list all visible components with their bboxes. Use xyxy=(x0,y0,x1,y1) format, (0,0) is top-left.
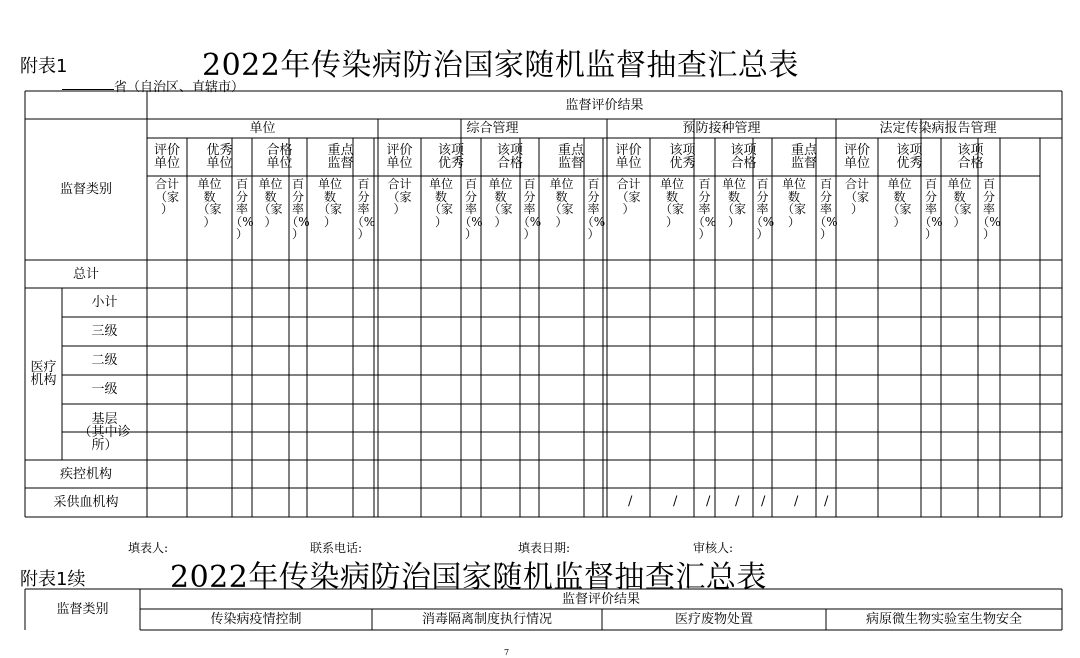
row-subtotal: 小计 xyxy=(91,295,118,310)
filler-label: 填表人: xyxy=(128,541,169,555)
row-level2: 二级 xyxy=(91,353,118,368)
subheader-unit-0: 评价 单位 xyxy=(153,143,180,171)
attachment-label-continued: 附表1续 xyxy=(20,569,86,590)
unit-leaf-pct-0: 百 分 率 （% ） xyxy=(230,177,254,241)
unit-leaf-pct-2: 百 分 率 （% ） xyxy=(351,177,376,241)
subheader-integrated-1: 该项 优秀 xyxy=(437,143,464,171)
row-cdc: 疾控机构 xyxy=(59,466,112,482)
integrated-leaf-pct-0: 百 分 率 （% ） xyxy=(459,177,483,241)
row-header-category: 监督类别 xyxy=(59,182,112,197)
reviewer-label: 审核人: xyxy=(693,541,734,555)
subheader-report-1: 该项 优秀 xyxy=(896,143,923,171)
group-unit: 单位 xyxy=(249,121,276,136)
table2-col-3: 病原微生物实验室生物安全 xyxy=(865,612,1022,627)
integrated-leaf-total: 合计 （家 ） xyxy=(387,177,412,216)
page-title-continued: 2022年传染病防治国家随机监督抽查汇总表 xyxy=(170,560,767,595)
unit-leaf-count-2: 单位 数 （家 ） xyxy=(317,177,342,229)
vaccination-leaf-count-0: 单位 数 （家 ） xyxy=(659,177,684,229)
vaccination-leaf-count-2: 单位 数 （家 ） xyxy=(781,177,806,229)
subheader-vaccination-3: 重点 监督 xyxy=(790,143,817,171)
vaccination-leaf-pct-0: 百 分 率 （% ） xyxy=(692,177,717,241)
page-title: 2022年传染病防治国家随机监督抽查汇总表 xyxy=(202,48,799,83)
subheader-unit-2: 合格 单位 xyxy=(266,143,293,171)
report-leaf-count-1: 单位 数 （家 ） xyxy=(947,177,972,229)
date-label: 填表日期: xyxy=(518,541,571,555)
group-disease-report: 法定传染病报告管理 xyxy=(879,121,997,136)
header-monitoring-results: 监督评价结果 xyxy=(565,97,644,113)
table2-col-0: 传染病疫情控制 xyxy=(210,612,302,627)
report-leaf-count-0: 单位 数 （家 ） xyxy=(887,177,912,229)
na-slash: / xyxy=(824,494,829,509)
group-integrated-mgmt: 综合管理 xyxy=(466,121,519,136)
vaccination-leaf-pct-1: 百 分 率 （% ） xyxy=(750,177,775,241)
unit-leaf-pct-1: 百 分 率 （% ） xyxy=(286,177,310,241)
vaccination-leaf-pct-2: 百 分 率 （% ） xyxy=(814,177,838,241)
report-leaf-pct-1: 百 分 率 （% ） xyxy=(977,177,1001,241)
subheader-report-0: 评价 单位 xyxy=(843,143,870,171)
table2-col-2: 医疗废物处置 xyxy=(674,612,753,627)
report-leaf-pct-0: 百 分 率 （% ） xyxy=(919,177,943,241)
vaccination-leaf-count-1: 单位 数 （家 ） xyxy=(721,177,746,229)
integrated-leaf-pct-1: 百 分 率 （% ） xyxy=(517,177,542,241)
row-total: 总计 xyxy=(72,266,99,282)
integrated-leaf-count-2: 单位 数 （家 ） xyxy=(549,177,574,229)
unit-leaf-count-1: 单位 数 （家 ） xyxy=(258,177,283,229)
row-basic: 基层 （其中诊 所） xyxy=(78,411,131,453)
vaccination-leaf-total: 合计 （家 ） xyxy=(616,177,641,216)
subheader-integrated-2: 该项 合格 xyxy=(496,143,523,171)
group-vaccination-mgmt: 预防接种管理 xyxy=(682,121,761,136)
table2-row-header: 监督类别 xyxy=(56,602,109,617)
province-line: 省（自治区、直辖市） xyxy=(114,80,245,95)
na-slash: / xyxy=(628,494,633,509)
na-slash: / xyxy=(673,494,678,509)
row-group-medical: 医疗 机构 xyxy=(30,360,57,388)
row-blood: 采供血机构 xyxy=(53,495,119,510)
subheader-vaccination-1: 该项 优秀 xyxy=(669,143,696,171)
attachment-label: 附表1 xyxy=(20,56,68,77)
subheader-integrated-3: 重点 监督 xyxy=(557,143,584,171)
integrated-leaf-count-1: 单位 数 （家 ） xyxy=(488,177,513,229)
table2-header-results: 监督评价结果 xyxy=(561,591,640,607)
subheader-report-2: 该项 合格 xyxy=(957,143,984,171)
na-slash: / xyxy=(706,494,711,509)
na-slash: / xyxy=(735,494,740,509)
row-level1: 一级 xyxy=(91,382,118,397)
subheader-vaccination-0: 评价 单位 xyxy=(615,143,642,171)
table2-col-1: 消毒隔离制度执行情况 xyxy=(421,612,552,627)
row-level3: 三级 xyxy=(91,324,118,339)
integrated-leaf-count-0: 单位 数 （家 ） xyxy=(428,177,453,229)
na-slash: / xyxy=(761,494,766,509)
integrated-leaf-pct-2: 百 分 率 （% ） xyxy=(581,177,606,241)
report-leaf-total: 合计 （家 ） xyxy=(844,177,869,216)
unit-leaf-count-0: 单位 数 （家 ） xyxy=(197,177,222,229)
na-slash: / xyxy=(794,494,799,509)
phone-label: 联系电话: xyxy=(310,541,363,555)
subheader-unit-3: 重点 监督 xyxy=(327,143,354,171)
page-number: 7 xyxy=(504,648,510,657)
subheader-unit-1: 优秀 单位 xyxy=(206,143,233,171)
subheader-integrated-0: 评价 单位 xyxy=(386,143,413,171)
unit-leaf-total: 合计 （家 ） xyxy=(154,177,179,216)
subheader-vaccination-2: 该项 合格 xyxy=(730,143,757,171)
